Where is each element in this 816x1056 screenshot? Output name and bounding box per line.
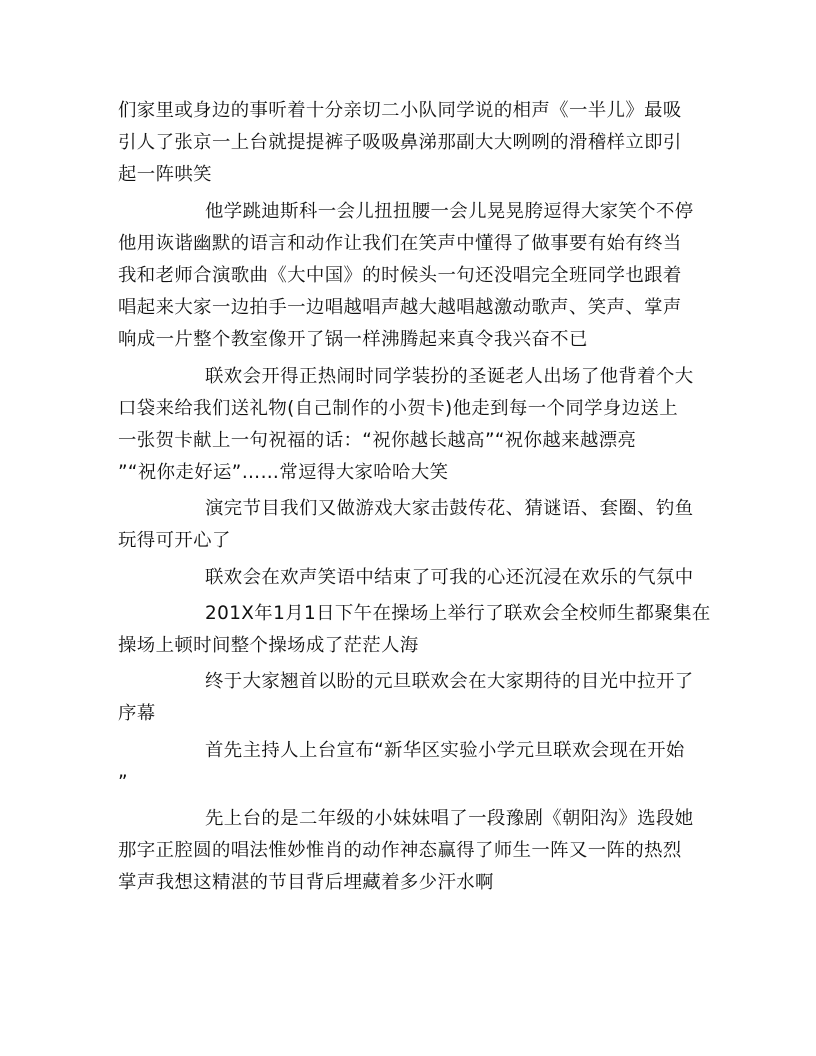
text-line: 联欢会在欢声笑语中结束了可我的心还沉浸在欢乐的气氛中: [205, 566, 694, 588]
text-line: 们家里或身边的事听着十分亲切二小队同学说的相声《一半儿》最吸: [118, 100, 682, 121]
text-line: 起一阵哄笑: [118, 164, 212, 186]
text-line: 操场上顿时间整个操场成了茫茫人海: [118, 635, 419, 656]
text-line: 演完节目我们又做游戏大家击鼓传花、猜谜语、套圈、钓鱼: [205, 498, 694, 520]
paragraph: [118, 666, 698, 730]
text-line: 玩得可开心了: [118, 530, 231, 552]
document-body: [118, 95, 711, 904]
text-line: 我和老师合演歌曲《大中国》的时候头一句还没唱完全班同学也跟着: [118, 264, 682, 286]
text-line: 先上台的是二年级的小妹妹唱了一段豫剧《朝阳沟》选段她: [205, 807, 694, 829]
text-line: 他学跳迪斯科一会儿扭扭腰一会儿晃晃胯逗得大家笑个不停: [205, 200, 694, 222]
text-line: 那字正腔圆的唱法惟妙惟肖的动作神态赢得了师生一阵又一阵的热烈: [118, 840, 682, 862]
text-line: ”“祝你走好运”……常逗得大家哈哈大笑: [118, 462, 449, 484]
text-line: 唱起来大家一边拍手一边唱越唱声越大越唱越激动歌声、笑声、掌声: [118, 297, 682, 319]
text-line: 掌声我想这精湛的节目背后埋藏着多少汗水啊: [118, 872, 494, 894]
text-line: 口袋来给我们送礼物(自己制作的小贺卡)他走到每一个同学身边送上: [118, 397, 679, 419]
paragraph: [118, 562, 698, 594]
text-line: 响成一片整个教室像开了锅一样沸腾起来真令我兴奋不已: [118, 329, 588, 351]
text-line: 联欢会开得正热闹时同学装扮的圣诞老人出场了他背着个大: [205, 365, 694, 387]
text-line: 终于大家翘首以盼的元旦联欢会在大家期待的目光中拉开了: [205, 671, 694, 693]
text-line: 首先主持人上台宣布“新华区实验小学元旦联欢会现在开始: [205, 739, 685, 761]
paragraph: [118, 196, 698, 357]
text-line: 他用诙谐幽默的语言和动作让我们在笑声中懂得了做事要有始有终当: [118, 232, 682, 254]
paragraph: [118, 493, 698, 557]
paragraph: [118, 735, 698, 799]
paragraph: [118, 803, 698, 900]
text-line: ”: [118, 771, 128, 793]
text-line: 201X年1月1日下午在操场上举行了联欢会全校师生都聚集在: [205, 602, 711, 624]
paragraph: [118, 361, 698, 490]
text-line: 引人了张京一上台就提提裤子吸吸鼻涕那副大大咧咧的滑稽样立即引: [118, 132, 682, 154]
text-line: 一张贺卡献上一句祝福的话：“祝你越长越高”“祝你越来越漂亮: [118, 429, 637, 451]
paragraph: [118, 95, 698, 192]
text-line: 序幕: [118, 703, 156, 725]
paragraph: [118, 598, 711, 662]
